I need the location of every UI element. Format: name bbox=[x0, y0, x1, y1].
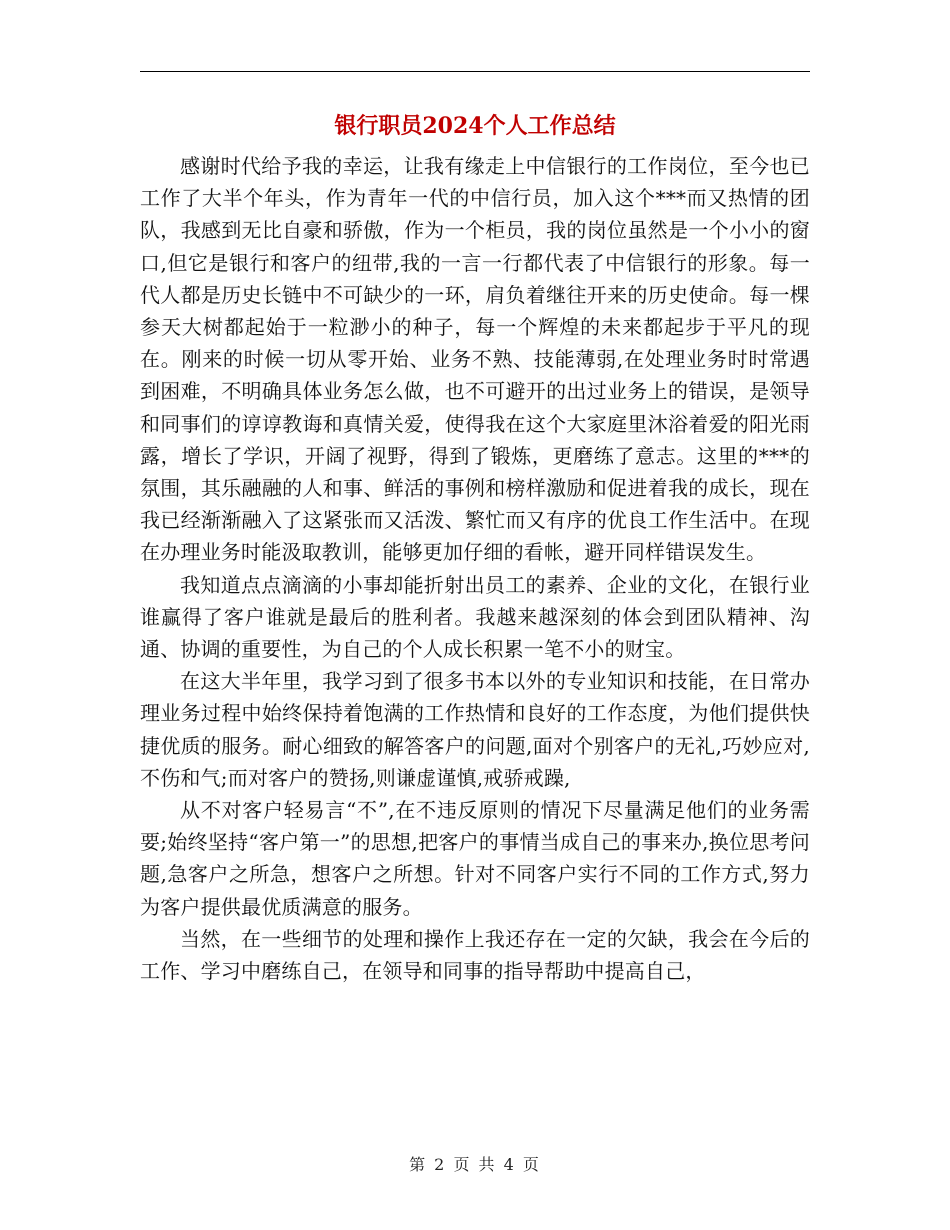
page-number: 第 2 页 共 4 页 bbox=[409, 1155, 541, 1174]
header-rule bbox=[140, 71, 810, 72]
paragraph: 感谢时代给予我的幸运，让我有缘走上中信银行的工作岗位，至今也已工作了大半个年头，作为青年一代的中信行员，加入这个***而又热情的团队，我感到无比自豪和骄傲，作为一个柜员，我的岗位虽然是一个小小的窗口,但它是银行和客户的纽带,我的一言一行都代表了中信银行的形象。每一代人都是历史长链中不可缺少的一环，肩负着继往开来的历史使命。每一棵参天大树都起始于一粒渺小的种子，每一个辉煌的未来都起步于平凡的现在。刚来的时候一切从零开始、业务不熟、技能薄弱,在处理业务时时常遇到困难，不明确具体业务怎么做，也不可避开的出过业务上的错误，是领导和同事们的谆谆教诲和真情关爱，使得我在这个大家庭里沐浴着爱的阳光雨露，增长了学识，开阔了视野，得到了锻炼，更磨练了意志。这里的***的氛围，其乐融融的人和事、鲜活的事例和榜样激励和促进着我的成长，现在我已经渐渐融入了这紧张而又活泼、繁忙而又有序的优良工作生活中。在现在办理业务时能汲取教训，能够更加仔细的看帐，避开同样错误发生。 bbox=[140, 154, 810, 565]
document-title: 银行职员2024个人工作总结 bbox=[334, 113, 616, 139]
document-body bbox=[140, 150, 810, 987]
paragraph: 从不对客户轻易言“不”,在不违反原则的情况下尽量满足他们的业务需要;始终坚持“客户第一”的思想,把客户的事情当成自己的事来办,换位思考问题,急客户之所急，想客户之所想。针对不同客户实行不同的工作方式,努力为客户提供最优质满意的服务。 bbox=[140, 798, 810, 919]
paragraph: 在这大半年里，我学习到了很多书本以外的专业知识和技能，在日常办理业务过程中始终保持着饱满的工作热情和良好的工作态度，为他们提供快捷优质的服务。耐心细致的解答客户的问题,面对个别客户的无礼,巧妙应对,不伤和气;而对客户的赞扬,则谦虚谨慎,戒骄戒躁, bbox=[140, 669, 810, 790]
paragraph: 当然，在一些细节的处理和操作上我还存在一定的欠缺，我会在今后的工作、学习中磨练自己，在领导和同事的指导帮助中提高自己， bbox=[140, 926, 810, 984]
paragraph: 我知道点点滴滴的小事却能折射出员工的素养、企业的文化，在银行业谁赢得了客户谁就是最后的胜利者。我越来越深刻的体会到团队精神、沟通、协调的重要性，为自己的个人成长积累一笔不小的财宝。 bbox=[140, 572, 810, 662]
